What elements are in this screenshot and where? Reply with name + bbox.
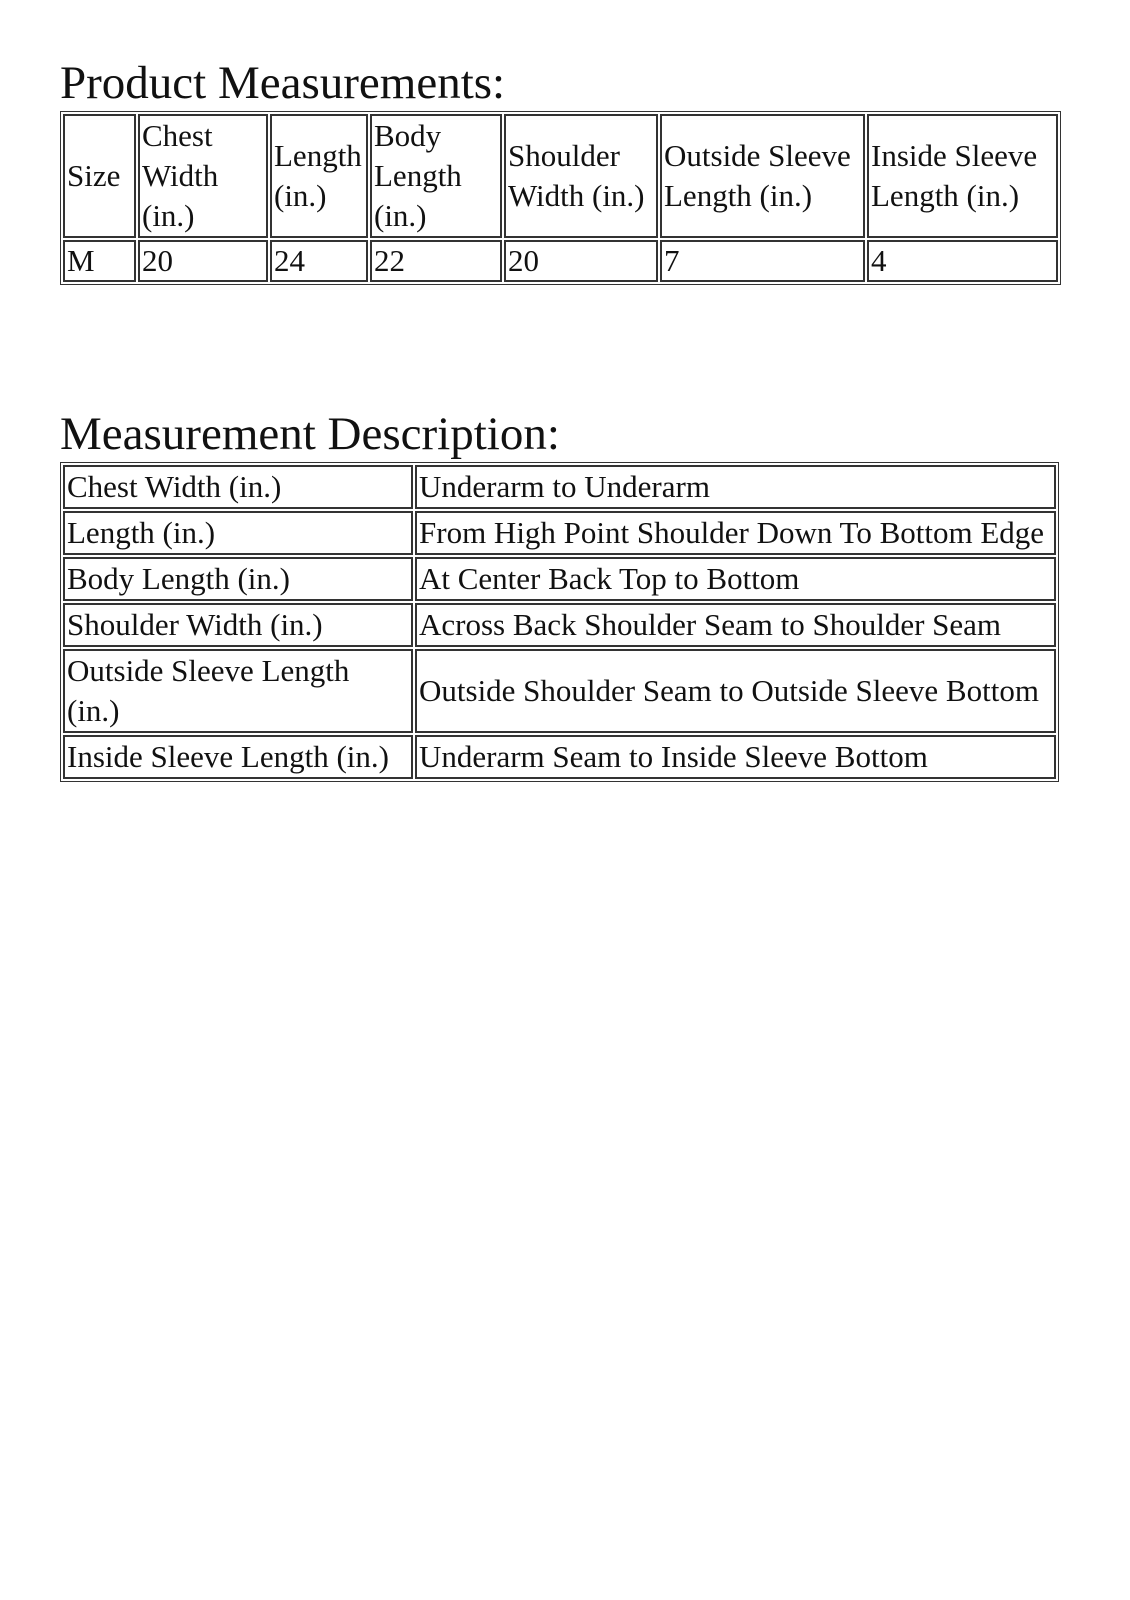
description-label: Shoulder Width (in.) <box>63 603 413 647</box>
cell-size: M <box>63 240 136 282</box>
table-row <box>63 557 1056 601</box>
description-label: Inside Sleeve Length (in.) <box>63 735 413 779</box>
description-text: At Center Back Top to Bottom <box>415 557 1056 601</box>
description-text: Underarm to Underarm <box>415 465 1056 509</box>
measurement-description-table <box>60 462 1059 782</box>
header-size: Size <box>63 114 136 238</box>
cell-body-length: 22 <box>370 240 502 282</box>
table-header-row <box>63 114 1058 238</box>
description-text: Across Back Shoulder Seam to Shoulder Seam <box>415 603 1056 647</box>
description-text: Underarm Seam to Inside Sleeve Bottom <box>415 735 1056 779</box>
header-length: Length (in.) <box>270 114 368 238</box>
header-shoulder-width: Shoulder Width (in.) <box>504 114 658 238</box>
table-row <box>63 465 1056 509</box>
cell-outside-sleeve-length: 7 <box>660 240 865 282</box>
header-inside-sleeve-length: Inside Sleeve Length (in.) <box>867 114 1058 238</box>
table-row <box>63 735 1056 779</box>
product-measurements-title: Product Measurements: <box>60 57 506 109</box>
cell-chest-width: 20 <box>138 240 268 282</box>
table-row <box>63 603 1056 647</box>
measurement-description-title: Measurement Description: <box>60 408 560 460</box>
header-chest-width: Chest Width (in.) <box>138 114 268 238</box>
cell-shoulder-width: 20 <box>504 240 658 282</box>
cell-inside-sleeve-length: 4 <box>867 240 1058 282</box>
table-row <box>63 511 1056 555</box>
header-body-length: Body Length (in.) <box>370 114 502 238</box>
description-text: Outside Shoulder Seam to Outside Sleeve Bottom <box>415 649 1056 733</box>
description-label: Outside Sleeve Length (in.) <box>63 649 413 733</box>
description-text: From High Point Shoulder Down To Bottom Edge <box>415 511 1056 555</box>
header-outside-sleeve-length: Outside Sleeve Length (in.) <box>660 114 865 238</box>
table-row <box>63 240 1058 282</box>
description-label: Body Length (in.) <box>63 557 413 601</box>
description-label: Length (in.) <box>63 511 413 555</box>
cell-length: 24 <box>270 240 368 282</box>
product-measurements-table <box>60 111 1061 285</box>
table-row <box>63 649 1056 733</box>
description-label: Chest Width (in.) <box>63 465 413 509</box>
